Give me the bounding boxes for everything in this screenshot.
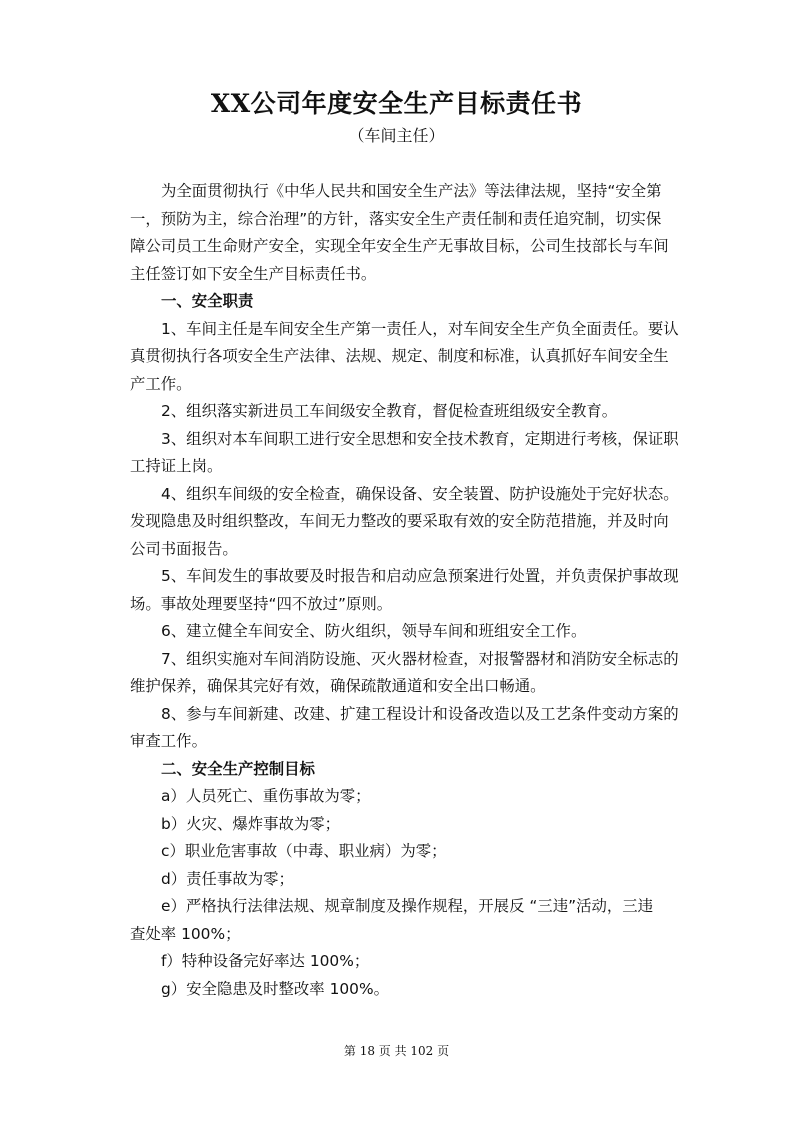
duty-item	[130, 646, 698, 701]
duty-item-line: 工持证上岗。	[130, 457, 223, 475]
intro-line: 一，预防为主，综合治理”的方针，落实安全生产责任制和责任追究制，切实保	[130, 209, 662, 228]
target-item-line: c）职业危害事故（中毒、职业病）为零；	[161, 842, 447, 860]
target-item	[130, 783, 698, 811]
duty-item-line: 场。事故处理要坚持“四不放过”原则。	[130, 594, 393, 613]
duty-item	[130, 481, 698, 564]
target-item	[130, 893, 698, 948]
document-subtitle: （车间主任）	[348, 126, 445, 145]
duty-item	[130, 618, 698, 646]
duty-item-line: 7、组织实施对车间消防设施、灭火器材检查，对报警器材和消防安全标志的	[161, 649, 679, 668]
target-item	[130, 866, 698, 894]
duty-item-line: 4、组织车间级的安全检查，确保设备、安全装置、防护设施处于完好状态。	[161, 484, 679, 503]
duty-item-line: 8、参与车间新建、改建、扩建工程设计和设备改造以及工艺条件变动方案的	[161, 704, 679, 723]
target-item-line: f）特种设备完好率达 100%；	[161, 952, 370, 970]
document-body	[130, 178, 698, 1003]
target-item	[130, 838, 698, 866]
target-item-line: g）安全隐患及时整改率 100%。	[161, 979, 389, 998]
duty-item-line: 6、建立健全车间安全、防火组织，领导车间和班组安全工作。	[161, 622, 587, 640]
intro-line: 主任签订如下安全生产目标责任书。	[130, 264, 377, 283]
document-title: XX公司年度安全生产目标责任书	[210, 89, 583, 118]
target-item-line: a）人员死亡、重伤事故为零；	[161, 787, 371, 805]
duty-item-line: 审查工作。	[130, 732, 207, 750]
duty-item-line: 3、组织对本车间职工进行安全思想和安全技术教育，定期进行考核，保证职	[161, 429, 679, 448]
duty-item-line: 产工作。	[130, 374, 192, 393]
target-item	[130, 976, 698, 1004]
duty-item-line: 5、车间发生的事故要及时报告和启动应急预案进行处置，并负责保护事故现	[161, 567, 679, 585]
target-item	[130, 948, 698, 976]
target-item-line: 查处率 100%；	[130, 924, 241, 943]
duty-item-line: 发现隐患及时组织整改，车间无力整改的要采取有效的安全防范措施，并及时向	[130, 512, 669, 530]
duty-item	[130, 701, 698, 756]
intro-paragraph	[130, 178, 698, 288]
duty-item	[130, 398, 698, 426]
intro-line: 障公司员工生命财产安全，实现全年安全生产无事故目标，公司生技部长与车间	[130, 237, 669, 255]
duty-item	[130, 426, 698, 481]
duty-item-line: 公司书面报告。	[130, 539, 238, 558]
duty-item-line: 1、车间主任是车间安全生产第一责任人，对车间安全生产负全面责任。要认	[161, 319, 679, 338]
target-item-line: d）责任事故为零；	[161, 869, 294, 888]
duty-item-line: 2、组织落实新进员工车间级安全教育，督促检查班组级安全教育。	[161, 402, 618, 420]
duty-item	[130, 563, 698, 618]
duty-item-line: 真贯彻执行各项安全生产法律、法规、规定、制度和标准，认真抓好车间安全生	[130, 347, 669, 365]
page-footer: 第 18 页 共 102 页	[343, 1044, 450, 1058]
target-item-line: e）严格执行法律法规、规章制度及操作规程，开展反 “三违”活动，三违	[161, 897, 654, 915]
duty-item	[130, 316, 698, 399]
duty-item-line: 维护保养，确保其完好有效，确保疏散通道和安全出口畅通。	[130, 677, 546, 695]
duties-list	[130, 316, 698, 756]
targets-list	[130, 783, 698, 1003]
section-heading-duties: 一、安全职责	[161, 292, 254, 310]
section-heading-targets: 二、安全生产控制目标	[161, 759, 315, 778]
intro-line: 为全面贯彻执行《中华人民共和国安全生产法》等法律法规，坚持“安全第	[161, 182, 662, 200]
target-item	[130, 811, 698, 839]
target-item-line: b）火灾、爆炸事故为零；	[161, 814, 341, 833]
